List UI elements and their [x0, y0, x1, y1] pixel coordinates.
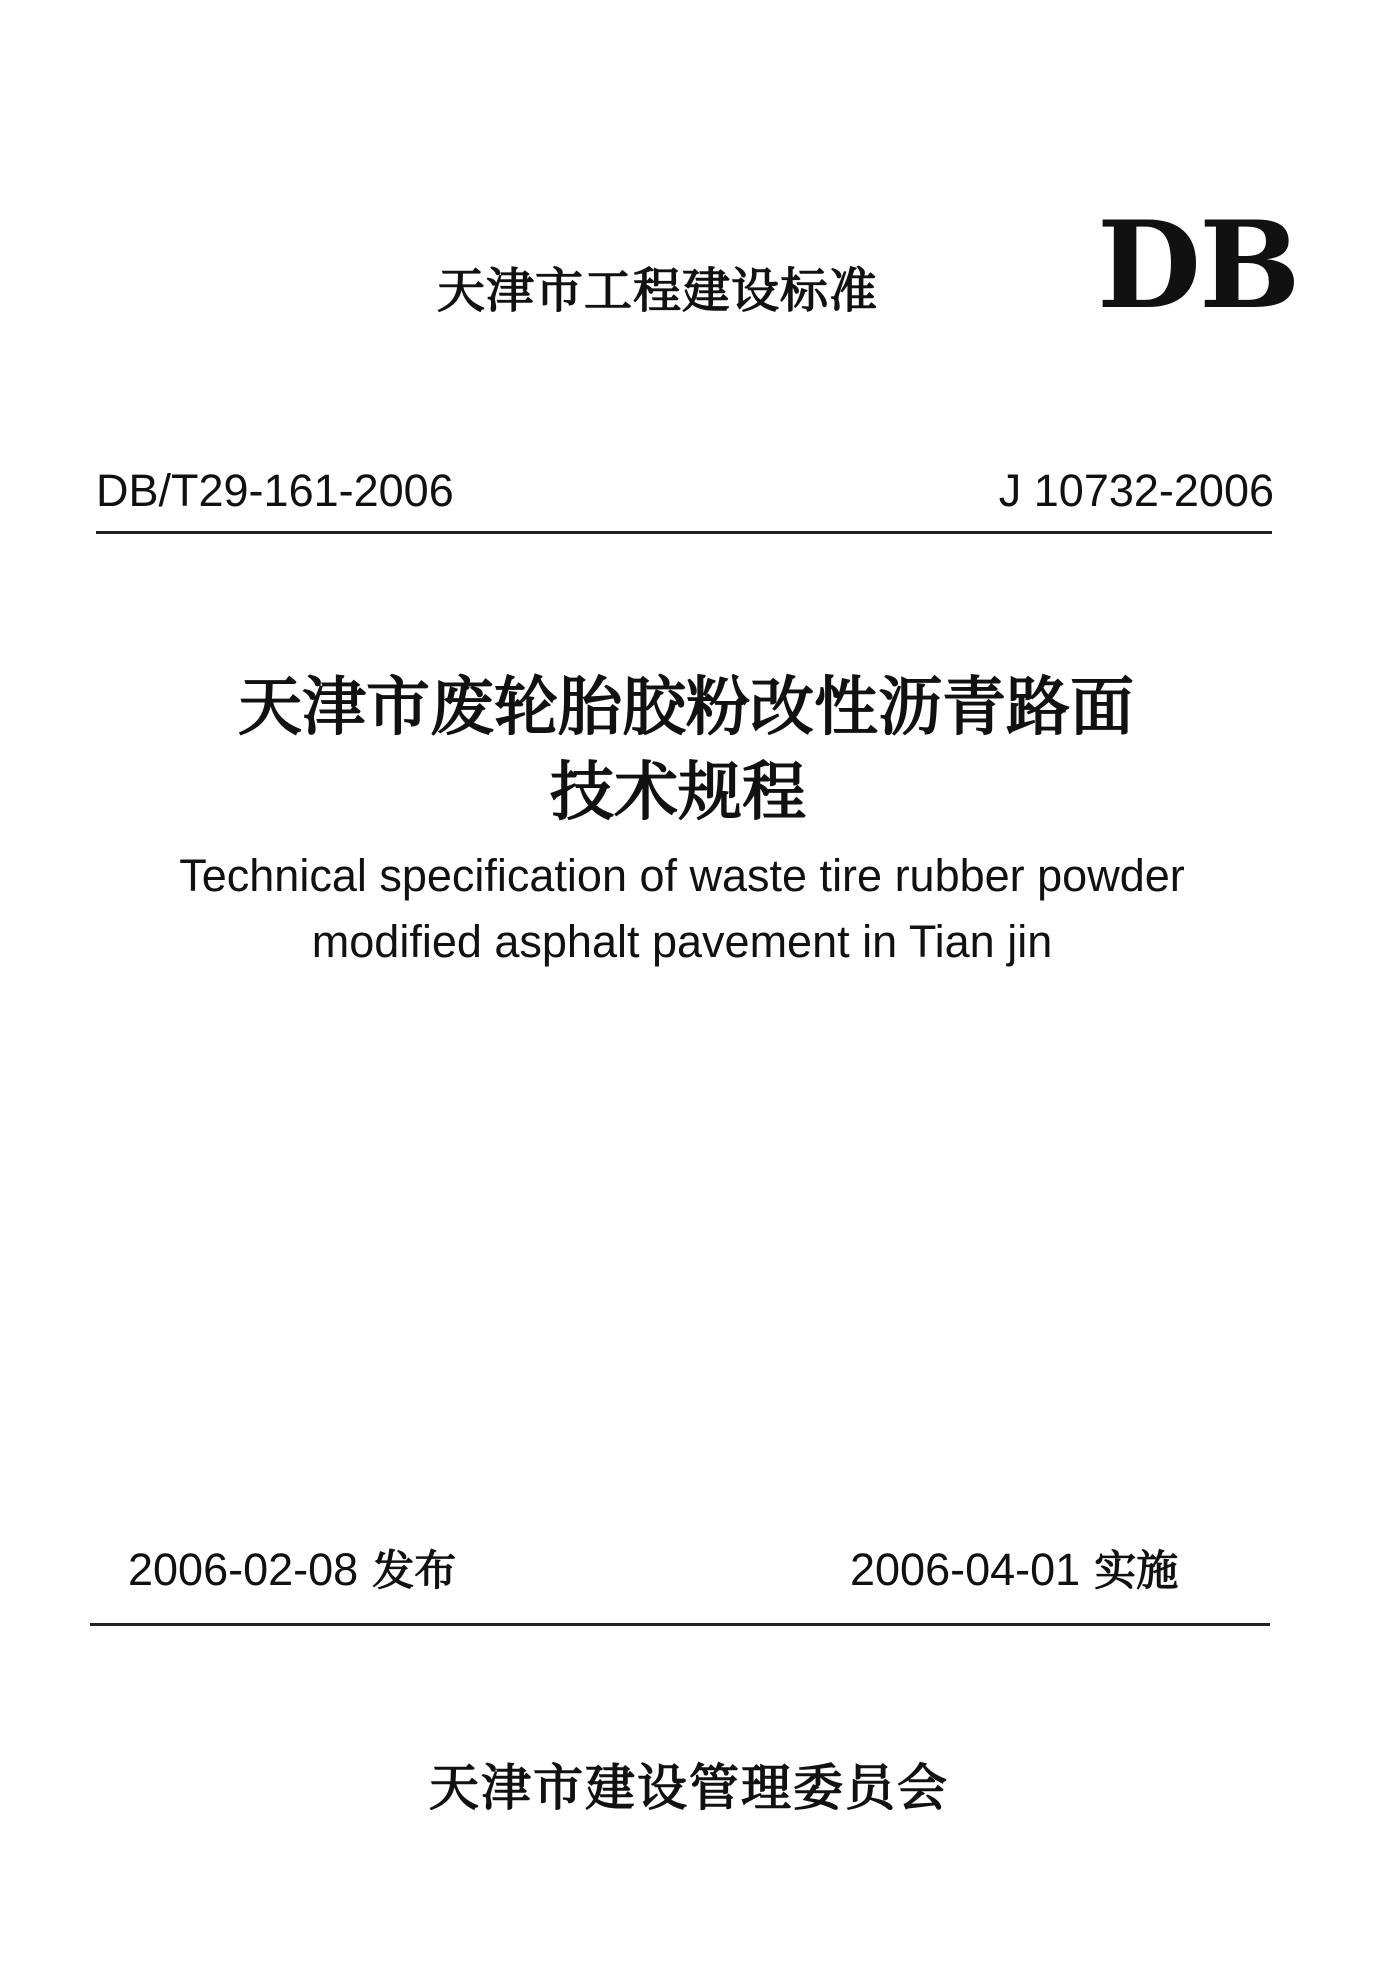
bottom-divider	[90, 1623, 1270, 1626]
issuing-authority: 天津市建设管理委员会	[429, 1759, 949, 1817]
record-number: J 10732-2006	[998, 465, 1274, 516]
effective-date: 2006-04-01	[850, 1544, 1081, 1595]
title-chinese-line-2: 技术规程	[550, 756, 806, 830]
db-logo: DB	[1097, 195, 1299, 336]
issue-date: 2006-02-08	[128, 1544, 359, 1595]
effective-date-block	[850, 1538, 1178, 1598]
title-english-line-1: Technical specification of waste tire rubber powder	[179, 850, 1185, 901]
issue-date-block	[128, 1538, 456, 1598]
effective-label: 实施	[1094, 1546, 1179, 1595]
top-divider	[96, 531, 1272, 534]
title-chinese-line-1: 天津市废轮胎胶粉改性沥青路面	[238, 671, 1134, 745]
standard-category: 天津市工程建设标准	[437, 263, 879, 319]
standard-number: DB/T29-161-2006	[96, 465, 454, 516]
title-english-line-2: modified asphalt pavement in Tian jin	[311, 916, 1053, 967]
issue-label: 发布	[372, 1546, 457, 1595]
